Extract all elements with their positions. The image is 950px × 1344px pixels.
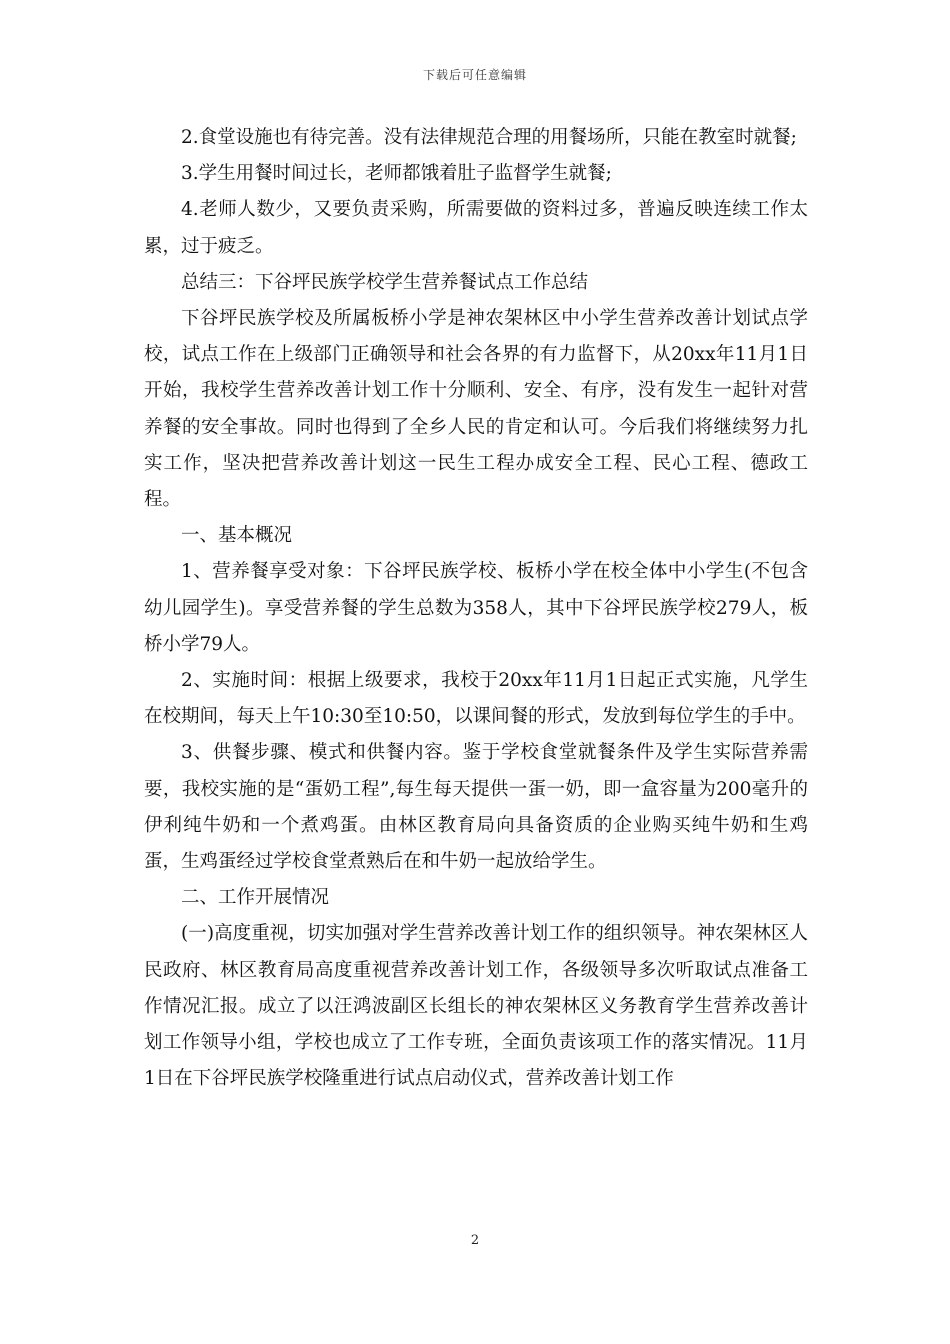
paragraph-canteen-facilities: 2.食堂设施也有待完善。没有法律规范合理的用餐场所，只能在教室时就餐;	[181, 127, 797, 148]
paragraph-meal-time: 3.学生用餐时间过长，老师都饿着肚子监督学生就餐;	[181, 163, 612, 185]
section-heading-basic-overview: 一、基本概况	[181, 525, 293, 547]
page-header: 下载后可任意编辑	[422, 68, 527, 82]
paragraph-organization-leadership: (一)高度重视，切实加强对学生营养改善计划工作的组织领导。神农架林区人民政府、林区教育局高度重视营养改善计划工作，各级领导多次听取试点准备工作情况汇报。成立了以汪鸿波副区长组长的神农架林区义务教育学生营养改善计划工作领导小组，学校也成立了工作专班，全面负责该项工作的落实情况。11月1日在下谷坪民族学校隆重进行试点启动仪式，营养改善计划工作	[144, 923, 808, 1090]
page-number: 2	[470, 1233, 480, 1248]
section-heading-work-progress: 二、工作开展情况	[181, 887, 330, 909]
paragraph-beneficiaries: 1、营养餐享受对象：下谷坪民族学校、板桥小学在校全体中小学生(不包含幼儿园学生)。享受营养餐的学生总数为358人，其中下谷坪民族学校279人，板桥小学79人。	[144, 561, 808, 655]
section-heading-summary-three: 总结三：下谷坪民族学校学生营养餐试点工作总结	[181, 271, 589, 293]
paragraph-pilot-intro: 下谷坪民族学校及所属板桥小学是神农架林区中小学生营养改善计划试点学校，试点工作在上级部门正确领导和社会各界的有力监督下，从20xx年11月1日开始，我校学生营养改善计划工作十分顺利、安全、有序，没有发生一起针对营养餐的安全事故。同时也得到了全乡人民的肯定和认可。今后我们将继续努力扎实工作，坚决把营养改善计划这一民生工程办成安全工程、民心工程、德政工程。	[144, 308, 808, 511]
document-body	[144, 120, 808, 1097]
paragraph-teacher-workload: 4.老师人数少，又要负责采购，所需要做的资料过多，普遍反映连续工作太累，过于疲乏。	[144, 199, 808, 257]
paragraph-meal-supply: 3、供餐步骤、模式和供餐内容。鉴于学校食堂就餐条件及学生实际营养需要，我校实施的是“蛋奶工程”,每生每天提供一蛋一奶，即一盒容量为200毫升的伊利纯牛奶和一个煮鸡蛋。由林区教育局向具备资质的企业购买纯牛奶和生鸡蛋，生鸡蛋经过学校食堂煮熟后在和牛奶一起放给学生。	[144, 742, 808, 873]
paragraph-implementation-time: 2、实施时间：根据上级要求，我校于20xx年11月1日起正式实施，凡学生在校期间，每天上午10:30至10:50，以课间餐的形式，发放到每位学生的手中。	[144, 670, 808, 728]
